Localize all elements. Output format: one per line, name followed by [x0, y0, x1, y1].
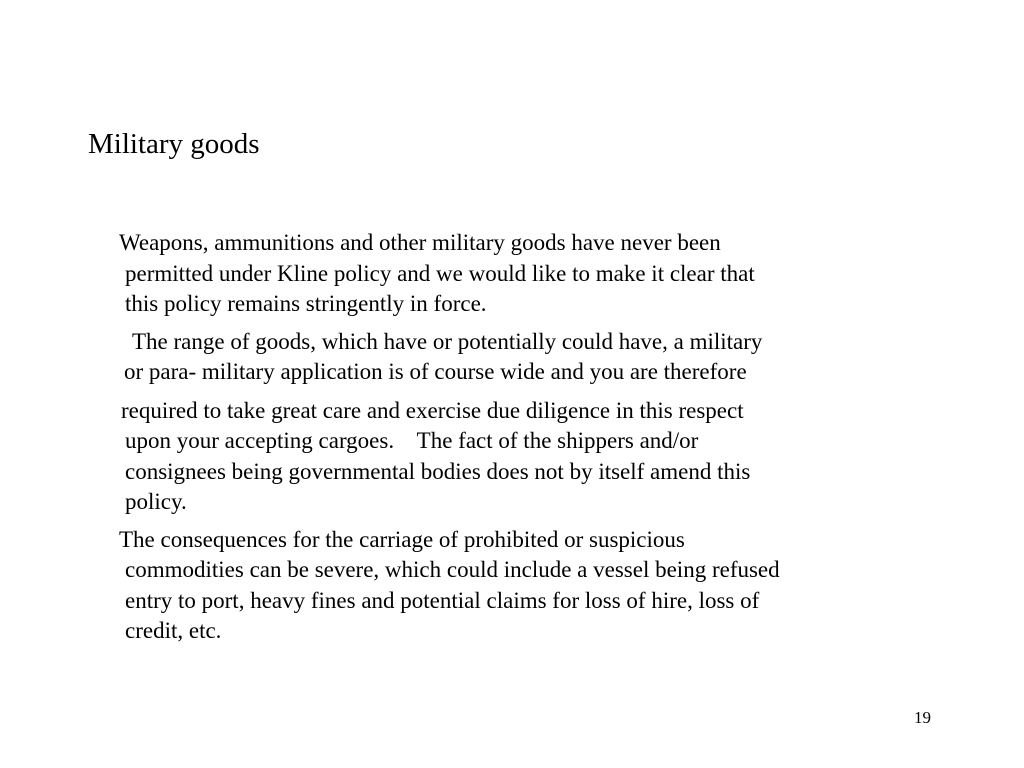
paragraph-line: or para- military application is of course wide and you are therefore [124, 359, 747, 384]
paragraph-line: entry to port, heavy fines and potential claims for loss of hire, loss of [125, 587, 760, 613]
paragraph-line: required to take great care and exercise due diligence in this respect [121, 397, 744, 423]
paragraph-line: this policy remains stringently in force. [125, 291, 487, 316]
slide-title: Military goods [88, 128, 260, 160]
paragraph-line: Weapons, ammunitions and other military goods have never been [119, 230, 721, 255]
paragraph-line: permitted under Kline policy and we would like to make it clear that [125, 260, 755, 286]
paragraph-line: upon your accepting cargoes. The fact of the shippers and/or [125, 428, 699, 453]
paragraph-line: policy. [125, 489, 187, 514]
paragraph-line: commodities can be severe, which could include a vessel being refused [125, 557, 780, 582]
paragraph-consequences [0, 525, 1024, 647]
paragraph-range-of-goods [0, 327, 1024, 388]
page-number: 19 [914, 708, 931, 727]
paragraph-line: The consequences for the carriage of prohibited or suspicious [119, 526, 685, 552]
paragraph-line: credit, etc. [125, 618, 222, 643]
slide-body [0, 228, 1024, 647]
paragraph-weapons-policy [0, 228, 1024, 320]
paragraph-line: The range of goods, which have or potentially could have, a military [132, 328, 763, 354]
paragraph-due-diligence [0, 396, 1024, 518]
paragraph-line: consignees being governmental bodies does not by itself amend this [125, 458, 751, 484]
